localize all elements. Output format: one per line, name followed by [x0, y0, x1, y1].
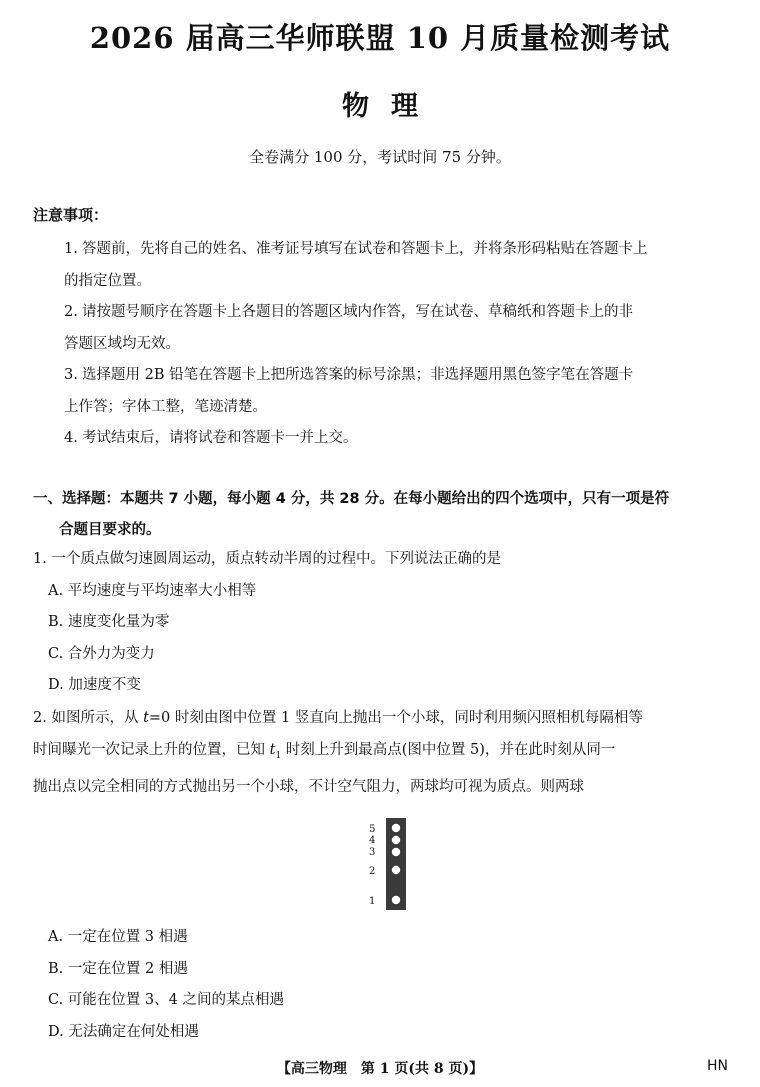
notice-text: 考试结束后，请将试卷和答题卡一并上交。 — [82, 430, 358, 446]
notice-num: 4. — [64, 430, 78, 446]
option-b: B. 速度变化量为零 — [48, 614, 170, 630]
position-label-5: 5 — [369, 824, 376, 835]
notice-list — [64, 234, 734, 455]
option-b: B. 一定在位置 2 相遇 — [48, 960, 188, 977]
page-title: 2026 届高三华师联盟 10 月质量检测考试 — [89, 21, 671, 55]
footer-code: HN — [707, 1058, 728, 1074]
position-label-4: 4 — [369, 835, 376, 846]
ball-position-4 — [392, 836, 400, 844]
option-c: C. 可能在位置 3、4 之间的某点相遇 — [48, 992, 284, 1008]
notice-item-3 — [64, 360, 734, 392]
section-line-1: 一、选择题：本题共 7 小题，每小题 4 分，共 28 分。在每小题给出的四个选项中，只有一项是符 — [33, 491, 670, 507]
stem-text: 2. 如图所示，从 — [33, 710, 144, 726]
ball-position-3 — [392, 848, 400, 856]
notice-item-4 — [64, 423, 734, 455]
section-heading — [33, 484, 733, 546]
question-1 — [33, 544, 733, 702]
stem-text: 时刻上升到最高点(图中位置 5)，并在此时刻从同一 — [281, 741, 616, 758]
question-2 — [33, 703, 733, 803]
position-label-1: 1 — [369, 896, 376, 907]
notice-text: 请按题号顺序在答题卡上各题目的答题区域内作答，写在试卷、草稿纸和答题卡上的非 — [82, 304, 633, 320]
notice-item-1-cont: 的指定位置。 — [64, 272, 151, 289]
notice-num: 1. — [64, 241, 78, 257]
notice-num: 2. — [64, 304, 78, 320]
page-footer: 【高三物理 第 1 页(共 8 页)】 — [276, 1061, 484, 1077]
subject-title: 物理 — [342, 91, 440, 122]
ball-position-1 — [392, 896, 400, 904]
time-subscript: 1 — [275, 750, 282, 761]
strobe-photo-figure — [362, 818, 412, 913]
question-stem-line-2 — [33, 735, 733, 772]
position-label-2: 2 — [369, 866, 376, 877]
question-stem-line-1 — [33, 703, 733, 735]
time-variable: t — [269, 741, 276, 758]
question-stem-line-3: 抛出点以完全相同的方式抛出另一个小球，不计空气阻力，两球均可视为质点。则两球 — [33, 778, 584, 795]
position-label-3: 3 — [369, 847, 376, 858]
ball-position-5 — [392, 824, 400, 832]
notice-item-2-cont: 答题区域均无效。 — [64, 335, 180, 352]
option-c: C. 合外力为变力 — [48, 645, 155, 662]
exam-info: 全卷满分 100 分，考试时间 75 分钟。 — [249, 148, 511, 166]
notice-heading: 注意事项： — [33, 206, 109, 224]
section-line-2: 合题目要求的。 — [59, 522, 161, 538]
question-stem: 1. 一个质点做匀速圆周运动，质点转动半周的过程中。下列说法正确的是 — [33, 551, 501, 567]
option-d: D. 无法确定在何处相遇 — [48, 1023, 199, 1040]
option-a: A. 一定在位置 3 相遇 — [48, 929, 188, 945]
notice-text: 选择题用 2B 铅笔在答题卡上把所选答案的标号涂黑；非选择题用黑色签字笔在答题卡 — [82, 367, 634, 383]
option-a: A. 平均速度与平均速率大小相等 — [48, 582, 257, 599]
notice-item-2 — [64, 297, 734, 329]
notice-item-3-cont: 上作答；字体工整，笔迹清楚。 — [64, 398, 267, 415]
stem-text: =0 时刻由图中位置 1 竖直向上抛出一个小球，同时利用频闪照相机每隔相等 — [148, 710, 643, 726]
notice-num: 3. — [64, 367, 78, 383]
ball-position-2 — [392, 866, 400, 874]
notice-text: 答题前，先将自己的姓名、准考证号填写在试卷和答题卡上，并将条形码粘贴在答题卡上 — [82, 241, 648, 257]
notice-item-1 — [64, 234, 734, 266]
option-d: D. 加速度不变 — [48, 677, 141, 693]
stem-text: 时间曝光一次记录上升的位置，已知 — [33, 741, 270, 758]
time-variable: t — [143, 710, 149, 726]
question-2-options — [48, 922, 284, 1048]
